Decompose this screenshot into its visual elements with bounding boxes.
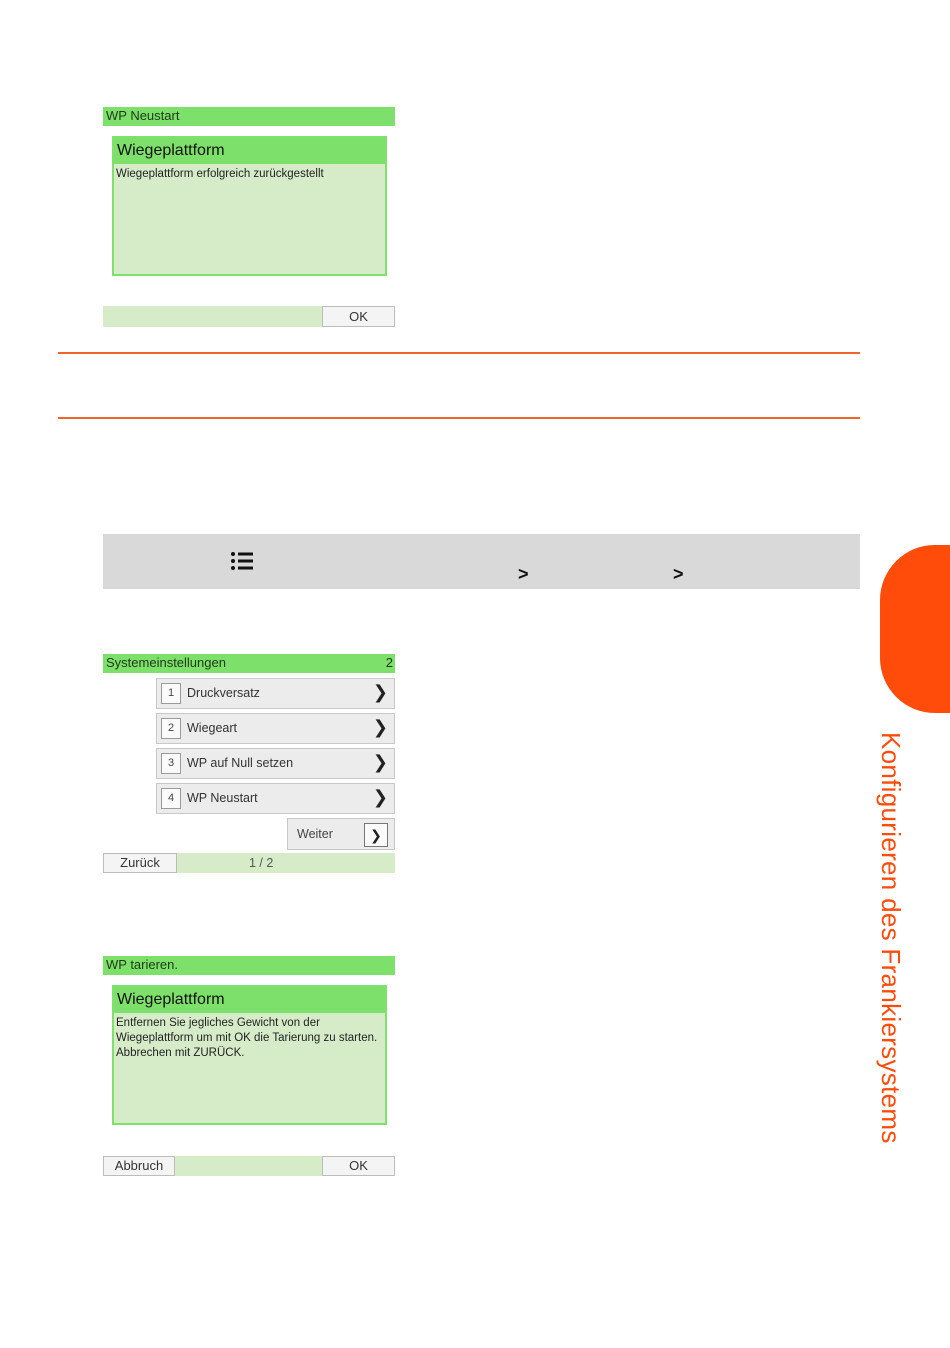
chevron-right-icon: ❯ (372, 682, 388, 702)
list-icon (230, 549, 254, 578)
message-text: Wiegeplattform erfolgreich zurückgestellt (116, 168, 324, 180)
menu-item-wp-auf-null-setzen[interactable] (156, 748, 395, 779)
menu-item-number: 4 (161, 788, 181, 809)
message-box (112, 985, 387, 1125)
chevron-right-icon: ❯ (372, 787, 388, 807)
back-button[interactable]: Zurück (103, 853, 177, 873)
menu-item-label: WP auf Null setzen (187, 756, 294, 770)
menu-item-label: Wiegeart (187, 721, 238, 735)
message-heading: Wiegeplattform (114, 987, 385, 1013)
chapter-title: Konfigurieren des Frankiersystems (876, 732, 906, 1144)
menu-item-druckversatz[interactable] (156, 678, 395, 709)
screen-title: WP tarieren. (103, 956, 395, 975)
page-counter: 1 / 2 (249, 856, 274, 870)
menu-item-label: Druckversatz (187, 686, 260, 700)
ok-button[interactable]: OK (322, 306, 395, 327)
navigation-path-bar (103, 534, 860, 589)
menu-item-number: 3 (161, 753, 181, 774)
screen-title (103, 654, 395, 673)
ok-button[interactable]: OK (322, 1156, 395, 1176)
message-heading: Wiegeplattform (114, 138, 385, 164)
divider-bottom (58, 417, 860, 419)
menu-item-wp-neustart[interactable] (156, 783, 395, 814)
chevron-right-icon: ❯ (372, 752, 388, 772)
screen-title: WP Neustart (103, 107, 395, 126)
menu-item-number: 2 (161, 718, 181, 739)
page-indicator: 2 (385, 655, 393, 670)
next-button[interactable] (287, 818, 395, 850)
menu-item-number: 1 (161, 683, 181, 704)
screen-wp-tarieren (103, 956, 395, 1176)
divider-top (58, 352, 860, 354)
screen-title-text: Systemeinstellungen (106, 655, 226, 670)
message-text: Entfernen Sie jegliches Gewicht von der Wiegeplattform um mit OK die Tarierung zu starten. Abbrechen mit ZURÜCK. (116, 1017, 378, 1059)
path-separator: > (673, 564, 684, 584)
menu-item-wiegeart[interactable] (156, 713, 395, 744)
message-box (112, 136, 387, 276)
next-label: Weiter (297, 827, 333, 841)
chevron-right-icon: ❯ (372, 717, 388, 737)
cancel-button[interactable]: Abbruch (103, 1156, 175, 1176)
screen-wp-neustart (103, 107, 395, 327)
chevron-right-icon: ❯ (364, 823, 388, 847)
chapter-tab (880, 545, 950, 713)
path-separator: > (518, 564, 529, 584)
menu-item-label: WP Neustart (187, 791, 258, 805)
screen-systemeinstellungen (103, 654, 395, 873)
